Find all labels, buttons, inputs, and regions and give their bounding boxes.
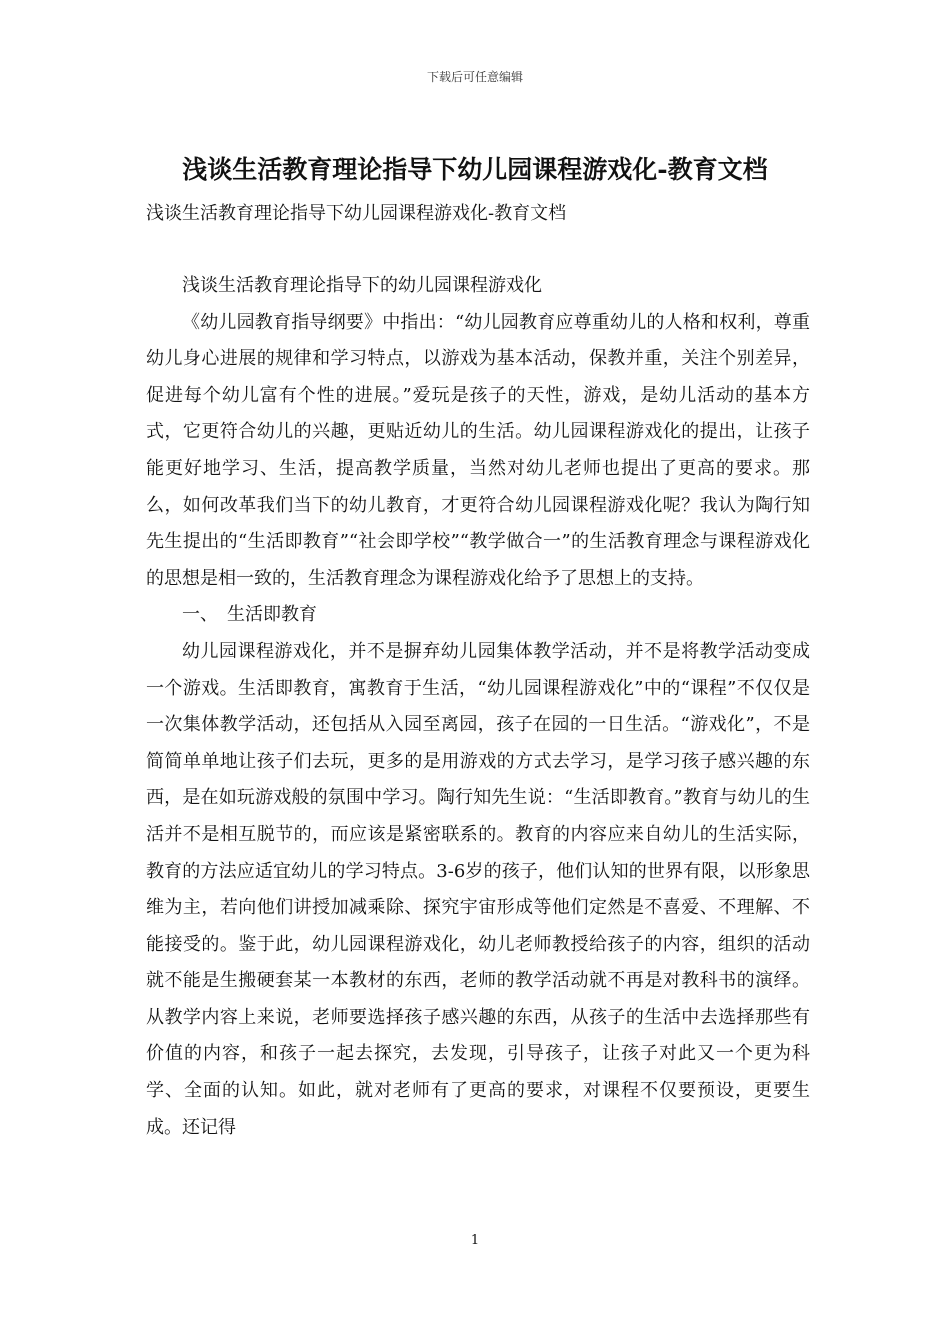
page-number: 1 (470, 1233, 480, 1248)
section-heading: 一、 生活即教育 (182, 604, 317, 626)
paragraph-heading: 浅谈生活教育理论指导下的幼儿园课程游戏化 (182, 275, 542, 296)
document-body (146, 268, 810, 1146)
document-subtitle: 浅谈生活教育理论指导下幼儿园课程游戏化-教育文档 (146, 203, 567, 224)
paragraph: 《幼儿园教育指导纲要》中指出：“幼儿园教育应尊重幼儿的人格和权利，尊重幼儿身心进展的规律和学习特点，以游戏为基本活动，保教并重，关注个别差异，促进每个幼儿富有个性的进展。”爱玩是孩子的天性，游戏，是幼儿活动的基本方式，它更符合幼儿的兴趣，更贴近幼儿的生活。幼儿园课程游戏化的提出，让孩子能更好地学习、生活，提高教学质量，当然对幼儿老师也提出了更高的要求。那么，如何改革我们当下的幼儿教育，才更符合幼儿园课程游戏化呢？我认为陶行知先生提出的“生活即教育”“社会即学校”“教学做合一”的生活教育理念与课程游戏化的思想是相一致的，生活教育理念为课程游戏化给予了思想上的支持。 (146, 311, 810, 589)
header-note: 下载后可任意编辑 (426, 70, 523, 84)
paragraph: 幼儿园课程游戏化，并不是摒弃幼儿园集体教学活动，并不是将教学活动变成一个游戏。生活即教育，寓教育于生活，“幼儿园课程游戏化”中的“课程”不仅仅是一次集体教学活动，还包括从入园至离园，孩子在园的一日生活。“游戏化”，不是简简单单地让孩子们去玩，更多的是用游戏的方式去学习，是学习孩子感兴趣的东西，是在如玩游戏般的氛围中学习。陶行知先生说：“生活即教育。”教育与幼儿的生活并不是相互脱节的，而应该是紧密联系的。教育的内容应来自幼儿的生活实际，教育的方法应适宜幼儿的学习特点。3-6岁的孩子，他们认知的世界有限，以形象思维为主，若向他们讲授加减乘除、探究宇宙形成等他们定然是不喜爱、不理解、不能接受的。鉴于此，幼儿园课程游戏化，幼儿老师教授给孩子的内容，组织的活动就不能是生搬硬套某一本教材的东西，老师的教学活动就不再是对教科书的演绎。从教学内容上来说，老师要选择孩子感兴趣的东西，从孩子的生活中去选择那些有价值的内容，和孩子一起去探究，去发现，引导孩子，让孩子对此又一个更为科学、全面的认知。如此，就对老师有了更高的要求，对课程不仅要预设，更要生成。还记得 (146, 640, 810, 1138)
document-title: 浅谈生活教育理论指导下幼儿园课程游戏化-教育文档 (182, 155, 768, 184)
